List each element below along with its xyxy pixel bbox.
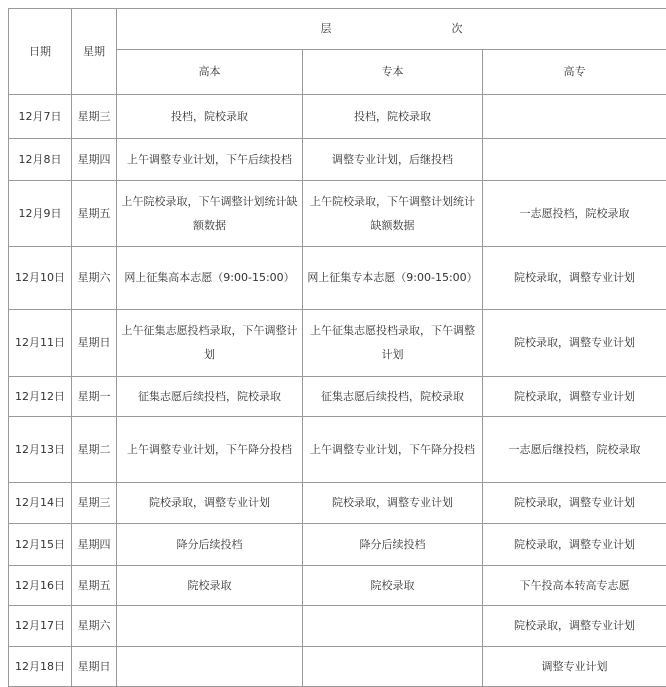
table-row — [9, 139, 666, 181]
cell-weekday: 星期六 — [72, 247, 117, 310]
cell-date: 12月7日 — [9, 95, 72, 139]
cell-zhuanben: 上午征集志愿投档录取，下午调整计划 — [303, 310, 483, 377]
cell-date: 12月18日 — [9, 647, 72, 687]
header-date: 日期 — [9, 9, 72, 95]
cell-gaozhuan: 下午投高本转高专志愿 — [483, 566, 666, 606]
table-row — [9, 524, 666, 566]
cell-weekday: 星期日 — [72, 647, 117, 687]
table-row — [9, 181, 666, 247]
cell-date: 12月15日 — [9, 524, 72, 566]
table-row — [9, 95, 666, 139]
cell-date: 12月9日 — [9, 181, 72, 247]
cell-weekday: 星期三 — [72, 483, 117, 524]
cell-weekday: 星期五 — [72, 566, 117, 606]
cell-gaoben: 上午院校录取，下午调整计划统计缺额数据 — [117, 181, 303, 247]
cell-date: 12月13日 — [9, 417, 72, 483]
table-row — [9, 483, 666, 524]
cell-date: 12月14日 — [9, 483, 72, 524]
cell-date: 12月11日 — [9, 310, 72, 377]
cell-gaozhuan: 院校录取，调整专业计划 — [483, 377, 666, 417]
cell-zhuanben: 上午调整专业计划，下午降分投档 — [303, 417, 483, 483]
cell-gaozhuan: 院校录取，调整专业计划 — [483, 483, 666, 524]
cell-zhuanben: 调整专业计划，后继投档 — [303, 139, 483, 181]
cell-zhuanben: 降分后续投档 — [303, 524, 483, 566]
cell-weekday: 星期二 — [72, 417, 117, 483]
table-row — [9, 417, 666, 483]
cell-zhuanben: 征集志愿后续投档，院校录取 — [303, 377, 483, 417]
table-row — [9, 606, 666, 647]
cell-gaozhuan: 一志愿后继投档，院校录取 — [483, 417, 666, 483]
cell-zhuanben: 网上征集专本志愿（9:00-15:00） — [303, 247, 483, 310]
cell-gaozhuan: 院校录取，调整专业计划 — [483, 310, 666, 377]
table-row — [9, 310, 666, 377]
cell-gaozhuan — [483, 95, 666, 139]
cell-gaoben: 征集志愿后续投档，院校录取 — [117, 377, 303, 417]
header-row-1 — [9, 9, 666, 50]
cell-weekday: 星期三 — [72, 95, 117, 139]
cell-gaoben: 上午调整专业计划，下午后续投档 — [117, 139, 303, 181]
cell-date: 12月16日 — [9, 566, 72, 606]
cell-zhuanben — [303, 606, 483, 647]
cell-weekday: 星期四 — [72, 139, 117, 181]
cell-gaozhuan: 一志愿投档，院校录取 — [483, 181, 666, 247]
cell-date: 12月12日 — [9, 377, 72, 417]
cell-date: 12月8日 — [9, 139, 72, 181]
cell-weekday: 星期日 — [72, 310, 117, 377]
cell-zhuanben: 院校录取，调整专业计划 — [303, 483, 483, 524]
table-row — [9, 566, 666, 606]
header-level-char-2: 次 — [452, 22, 463, 35]
table-row — [9, 247, 666, 310]
cell-gaoben: 院校录取 — [117, 566, 303, 606]
cell-gaozhuan: 院校录取，调整专业计划 — [483, 247, 666, 310]
header-zhuanben: 专本 — [303, 50, 483, 95]
cell-gaoben: 上午调整专业计划，下午降分投档 — [117, 417, 303, 483]
cell-weekday: 星期一 — [72, 377, 117, 417]
cell-zhuanben: 院校录取 — [303, 566, 483, 606]
cell-weekday: 星期六 — [72, 606, 117, 647]
cell-gaoben — [117, 606, 303, 647]
cell-weekday: 星期五 — [72, 181, 117, 247]
cell-gaoben: 院校录取，调整专业计划 — [117, 483, 303, 524]
cell-gaoben: 网上征集高本志愿（9:00-15:00） — [117, 247, 303, 310]
header-gaozhuan: 高专 — [483, 50, 666, 95]
cell-gaozhuan: 院校录取，调整专业计划 — [483, 606, 666, 647]
header-weekday: 星期 — [72, 9, 117, 95]
cell-zhuanben: 投档，院校录取 — [303, 95, 483, 139]
header-level — [117, 9, 666, 50]
cell-zhuanben: 上午院校录取，下午调整计划统计缺额数据 — [303, 181, 483, 247]
cell-weekday: 星期四 — [72, 524, 117, 566]
cell-gaoben: 降分后续投档 — [117, 524, 303, 566]
cell-date: 12月17日 — [9, 606, 72, 647]
header-level-char-1: 层 — [321, 22, 332, 35]
table-row — [9, 377, 666, 417]
cell-gaozhuan: 调整专业计划 — [483, 647, 666, 687]
schedule-table — [8, 8, 666, 687]
cell-gaozhuan: 院校录取，调整专业计划 — [483, 524, 666, 566]
cell-gaozhuan — [483, 139, 666, 181]
header-gaoben: 高本 — [117, 50, 303, 95]
cell-gaoben: 上午征集志愿投档录取，下午调整计划 — [117, 310, 303, 377]
cell-date: 12月10日 — [9, 247, 72, 310]
cell-gaoben: 投档，院校录取 — [117, 95, 303, 139]
